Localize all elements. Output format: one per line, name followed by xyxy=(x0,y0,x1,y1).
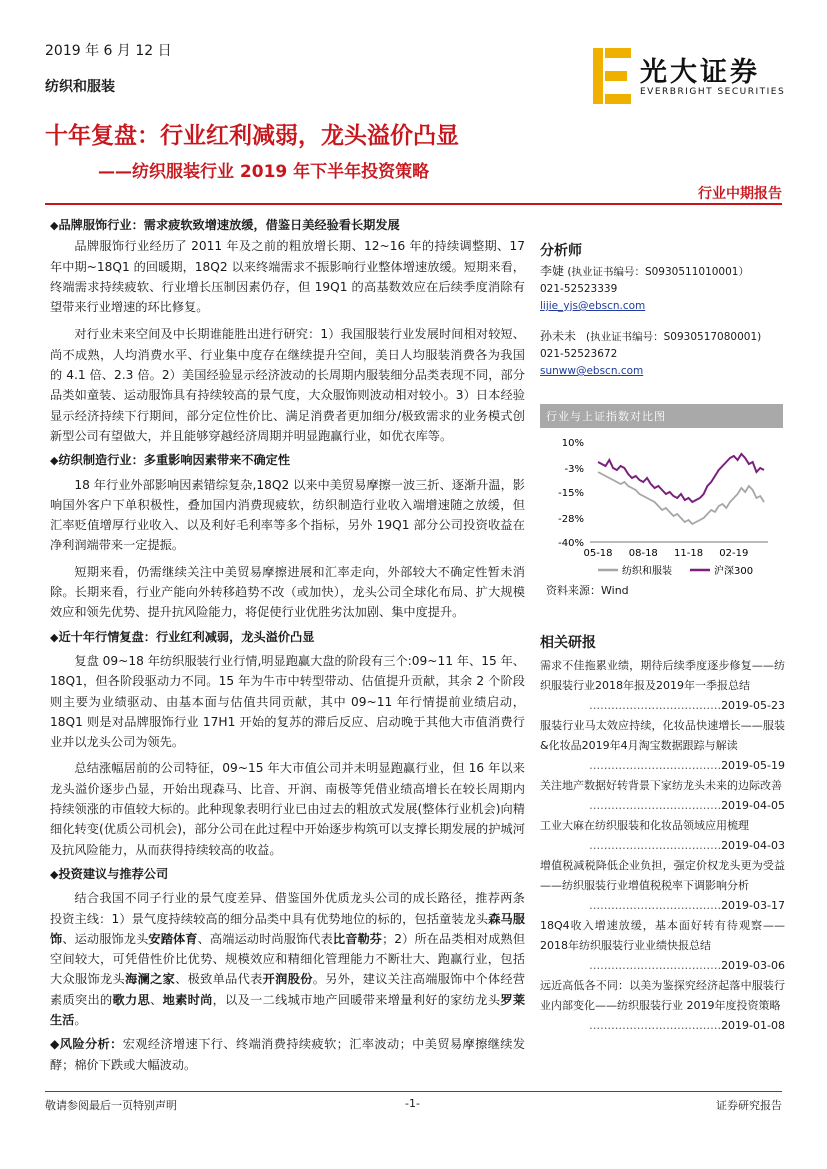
company-name: 海澜之家 xyxy=(125,972,176,987)
paragraph: 18 年行业外部影响因素错综复杂,18Q2 以来中美贸易摩擦一波三折、逐渐升温，影响国外客户下单积极性，叠加国内消费现疲软，纺织制造行业收入端增速随之放缓，但汇率贬值增厚行业收入、以及利好毛利率等多个指标，另外 19Q1 部分公司投资收益在净利润端带来一定提振。 xyxy=(50,477,525,553)
chart-source: 资料来源：Wind xyxy=(546,584,629,597)
paragraph: 短期来看，仍需继续关注中美贸易摩擦进展和汇率走向，外部较大不确定性暂未消除。长期来看，行业产能向外转移趋势不改（或加快），龙头公司全球化布局、扩大规模效应和领先优势、提升抗风险能力，将促使行业优胜劣汰加剧、集中度提升。 xyxy=(50,564,525,620)
section-heading: ◆近十年行情复盘：行业红利减弱，龙头溢价凸显 xyxy=(50,629,315,644)
analyst-phone: 021-52523672 xyxy=(540,348,618,360)
related-report-date xyxy=(540,796,785,816)
related-report-link[interactable]: 工业大麻在纺织服装和化妆品领域应用梳理 xyxy=(540,819,749,832)
company-name: 罗莱生活 xyxy=(50,992,526,1027)
leader-dots: ……………………………… xyxy=(589,759,722,772)
related-report-link[interactable]: 远近高低各不同：以美为鉴探究经济起落中服装行业内部变化——纺织服装行业 2019年度投资策略 xyxy=(540,979,785,1012)
analyst-email-link[interactable]: lijie_yjs@ebscn.com xyxy=(540,300,646,312)
header-divider xyxy=(45,203,782,205)
analyst-phone: 021-52523339 xyxy=(540,283,618,295)
leader-dots: ……………………………… xyxy=(589,1019,722,1032)
date-text: 2019-04-05 xyxy=(721,799,785,812)
paragraph: 总结涨幅居前的公司特征，09~15 年大市值公司并未明显跑赢行业，但 16 年以来龙头溢价逐步凸显，开始出现森马、比音、开润、南极等凭借业绩高增长在较长周期内持续领涨的市值较大标的。此种现象表明行业已由过去的粗放式发展(整体行业机会)向精细化转变(优质公司机会)，部分公司在此过程中开始逐步构筑可以支撑长期发展的护城河及抗风险能力，从而获得持续较高的收益。 xyxy=(50,761,525,857)
related-report-date xyxy=(540,756,785,776)
leader-dots: ……………………………… xyxy=(589,839,722,852)
x-tick-label: 08-18 xyxy=(628,548,658,559)
report-title: 十年复盘：行业红利减弱，龙头溢价凸显 xyxy=(45,123,459,149)
analyst-entry xyxy=(540,328,785,380)
analyst-name: 孙未未 xyxy=(540,329,577,343)
date-text: 2019-01-08 xyxy=(721,1019,785,1032)
date-text: 2019-04-03 xyxy=(721,839,785,852)
company-name: 地素时尚 xyxy=(162,992,213,1007)
x-tick-label: 05-18 xyxy=(583,548,613,559)
related-report-link[interactable]: 服装行业马太效应持续，化妆品快速增长——服装&化妆品2019年4月淘宝数据跟踪与解读 xyxy=(540,719,785,752)
report-subtitle: ——纺织服装行业 2019 年下半年投资策略 xyxy=(98,162,430,182)
y-tick-label: -28% xyxy=(558,514,584,525)
analyst-cert: (执业证书编号：S0930517080001) xyxy=(586,331,762,343)
footer-type: 证券研究报告 xyxy=(716,1099,782,1112)
date-text: 2019-03-06 xyxy=(721,959,785,972)
y-tick-label: 10% xyxy=(561,438,584,449)
sector-label: 纺织和服装 xyxy=(45,79,115,95)
section-heading: ◆品牌服饰行业：需求疲软致增速放缓，借鉴日美经验看长期发展 xyxy=(50,218,400,232)
y-tick-label: -40% xyxy=(558,538,584,549)
chart-plot xyxy=(540,428,783,578)
paragraph: 结合我国不同子行业的景气度差异、借鉴国外优质龙头公司的成长路径，推荐两条投资主线：1）景气度持续较高的细分品类中具有优势地位的标的，包括童装龙头森马服饰、运动服饰龙头安踏体育、高端运动时尚服饰代表比音勒芬；2）所在品类相对成熟但空间较大，可凭借性价比优势、规模效应和精细化管理能力不断壮大、跑赢行业，包括大众服饰龙头海澜之家、极致单品代表开润股份。另外，建议关注高端服饰中个体经营素质突出的歌力思、地素时尚，以及一二线城市地产回暖带来增量利好的家纺龙头罗莱生活。 xyxy=(50,891,526,1027)
section-heading: ◆纺织制造行业：多重影响因素带来不确定性 xyxy=(50,453,291,468)
leader-dots: ……………………………… xyxy=(589,799,722,812)
related-report-link[interactable]: 关注地产数据好转背景下家纺龙头未来的边际改善 xyxy=(540,779,782,792)
related-report-link[interactable]: 18Q4收入增速放缓，基本面好转有待观察——2018年纺织服装行业业绩快报总结 xyxy=(540,919,785,952)
page-number: -1- xyxy=(405,1097,420,1110)
analyst-entry xyxy=(540,263,785,315)
related-report-date xyxy=(540,956,785,976)
company-name: 比音勒芬 xyxy=(332,931,383,946)
related-report-date xyxy=(540,896,785,916)
company-name: 安踏体育 xyxy=(148,931,198,946)
analyst-name: 李婕 xyxy=(540,264,565,278)
leader-dots: ……………………………… xyxy=(589,899,722,912)
leader-dots: ……………………………… xyxy=(589,959,722,972)
related-list xyxy=(540,656,785,1036)
paragraph: 对行业未来空间及中长期谁能胜出进行研究：1）我国服装行业发展时间相对较短、尚不成熟，人均消费水平、行业集中度存在继续提升空间，美日人均服装消费各为我国的 4.1 倍、2.3 倍。2）美国经验显示经济波动的长周期内服装细分品类表现不同，部分品类如童装、运动服饰具有持续较高的景气度，大众服饰则波动相对较小。3）日本经验显示经济持续下行期间，部分定位性价比、满足消费者更加细分/极致需求的业务模式创新型公司有望做大，并且能够穿越经济周期并明显跑赢行业，如优衣库等。 xyxy=(50,327,525,443)
date-text: 2019-05-19 xyxy=(721,759,785,772)
performance-chart xyxy=(540,404,783,584)
y-tick-label: -15% xyxy=(558,488,584,499)
brand-name-en: EVERBRIGHT SECURITIES xyxy=(640,87,786,97)
brand-logo-icon xyxy=(593,48,633,104)
date-text: 2019-03-17 xyxy=(721,899,785,912)
report-type: 行业中期报告 xyxy=(698,186,782,202)
related-report-date xyxy=(540,836,785,856)
related-report-link[interactable]: 增值税减税降低企业负担，强定价权龙头更为受益——纺织服装行业增值税税率下调影响分析 xyxy=(540,859,785,892)
analyst-heading: 分析师 xyxy=(540,243,582,259)
analyst-cert: (执业证书编号：S0930511010001） xyxy=(567,266,749,278)
related-report-link[interactable]: 需求不佳拖累业绩，期待后续季度逐步修复——纺织服装行业2018年报及2019年一季报总结 xyxy=(540,659,785,692)
date-text: 2019-05-23 xyxy=(721,699,785,712)
legend-label: 纺织和服装 xyxy=(622,566,672,577)
series-line-hs300 xyxy=(598,454,764,502)
x-tick-label: 11-18 xyxy=(674,548,704,559)
y-tick-label: -3% xyxy=(564,464,584,475)
related-reports xyxy=(540,632,785,1036)
risk-paragraph: ◆风险分析：宏观经济增速下行、终端消费持续疲软；汇率波动；中美贸易摩擦继续发酵；棉价下跌或大幅波动。 xyxy=(50,1037,526,1072)
paragraph: 品牌服饰行业经历了 2011 年及之前的粗放增长期、12~16 年的持续调整期、17 年中期~18Q1 的回暖期，18Q2 以来终端需求不振影响行业整体增速放缓。短期来看，终端需求持续疲软、行业增长压制因素仍存，但 19Q1 的高基数效应在后续季度消除有望带来行业增速的环比修复。 xyxy=(50,239,525,315)
section-heading: ◆投资建议与推荐公司 xyxy=(50,866,169,881)
related-report-date xyxy=(540,1016,785,1036)
related-report-date xyxy=(540,696,785,716)
analyst-block xyxy=(540,240,785,380)
x-tick-label: 02-19 xyxy=(719,548,749,559)
chart-title: 行业与上证指数对比图 xyxy=(540,404,783,428)
paragraph: 复盘 09~18 年纺织服装行业行情,明显跑赢大盘的阶段有三个:09~11 年、15 年、18Q1，但各阶段驱动力不同。15 年为牛市中转型带动、估值提升贡献，其余 2 个阶段则主要为业绩驱动、由基本面与估值共同贡献，其中 09~11 年行情提前业绩启动，18Q1 则是对品牌服饰行业 17H1 开始的复苏的滞后反应、启动晚于其他大市值消费行业并以龙头公司为领先。 xyxy=(50,653,525,750)
analyst-email-link[interactable]: sunww@ebscn.com xyxy=(540,365,644,377)
report-date: 2019 年 6 月 12 日 xyxy=(45,43,172,59)
legend-label: 沪深300 xyxy=(714,566,754,577)
series-line-textile xyxy=(598,472,764,524)
footer-disclaimer: 敬请参阅最后一页特别声明 xyxy=(45,1099,177,1112)
main-content xyxy=(50,215,525,1075)
company-name: 歌力思 xyxy=(112,992,151,1007)
company-name: 森马服饰 xyxy=(50,911,525,946)
related-heading: 相关研报 xyxy=(540,635,596,651)
company-name: 开润股份 xyxy=(262,972,313,987)
brand-name-cn: 光大证券 xyxy=(640,57,760,88)
leader-dots: ……………………………… xyxy=(589,699,722,712)
footer-divider xyxy=(45,1091,782,1092)
